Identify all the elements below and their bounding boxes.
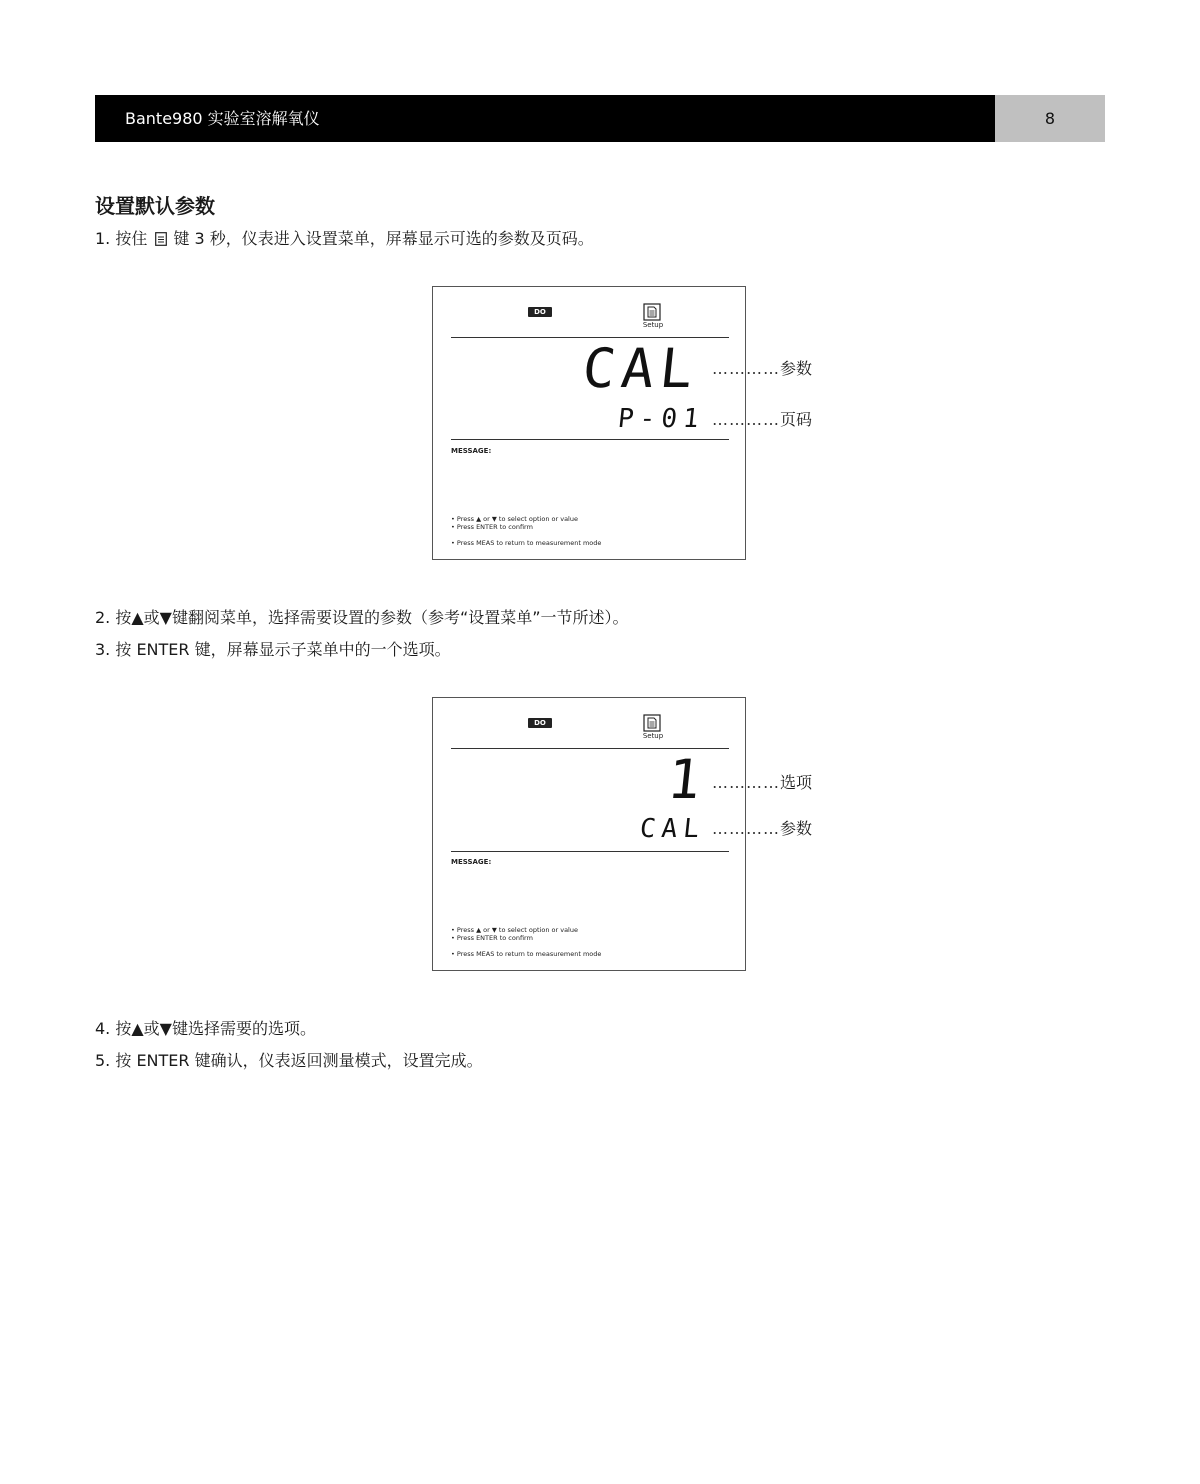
page-number [995,95,1105,142]
lcd-sub-value: P-01 [616,404,707,434]
lcd-main-value: 1 [665,748,711,811]
lcd-screen-2 [432,697,746,971]
step-3: 3. 按 ENTER 键，屏幕显示子菜单中的一个选项。 [95,640,451,659]
message-label: MESSAGE: [451,858,492,866]
document-title: Bante980 实验室溶解氧仪 [125,109,320,128]
hint-confirm: • Press ENTER to confirm [451,934,533,942]
hint-select: • Press ▲ or ▼ to select option or value [451,515,578,523]
step-1-prefix: 1. 按住 [95,229,148,248]
hint-meas: • Press MEAS to return to measurement mode [451,950,602,958]
message-label: MESSAGE: [451,447,492,455]
callout-page-code: …………页码 [712,410,813,429]
hint-meas: • Press MEAS to return to measurement mode [451,539,602,547]
hint-confirm: • Press ENTER to confirm [451,523,533,531]
callout-parameter-1: …………参数 [712,359,813,378]
callout-parameter-2: …………参数 [712,819,813,838]
divider-bottom [451,851,729,852]
do-mode-badge: DO [528,307,552,317]
setup-label: Setup [642,321,664,329]
step-2: 2. 按▲或▼键翻阅菜单，选择需要设置的参数（参考“设置菜单”一节所述）。 [95,608,629,627]
step-1 [95,226,594,250]
document-icon [155,231,167,250]
setup-label: Setup [642,732,664,740]
header-bar [95,95,995,142]
step-4: 4. 按▲或▼键选择需要的选项。 [95,1019,316,1038]
step-1-suffix: 键 3 秒，仪表进入设置菜单，屏幕显示可选的参数及页码。 [173,229,594,248]
lcd-sub-value: CAL [638,814,707,844]
section-title: 设置默认参数 [95,194,215,218]
lcd-main-value: CAL [580,337,703,400]
step-5: 5. 按 ENTER 键确认，仪表返回测量模式，设置完成。 [95,1051,483,1070]
lcd-screen-1 [432,286,746,560]
page-number-text: 8 [1044,109,1056,128]
do-mode-badge: DO [528,718,552,728]
callout-option: …………选项 [712,773,813,792]
hint-select: • Press ▲ or ▼ to select option or value [451,926,578,934]
divider-bottom [451,439,729,440]
